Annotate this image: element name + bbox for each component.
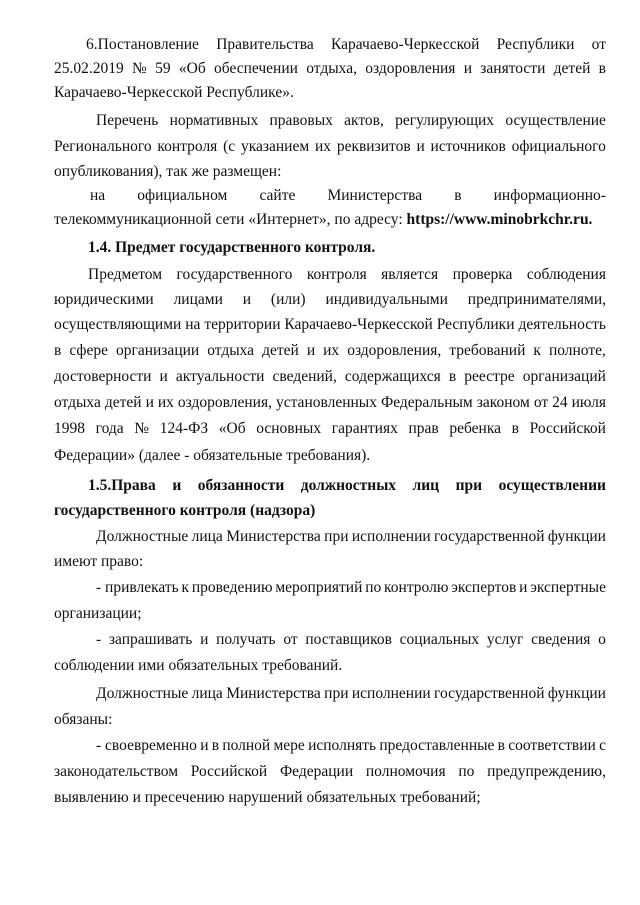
- word: их: [323, 342, 340, 359]
- word: и: [306, 342, 316, 359]
- section-1-5-heading-line2: государственного контроля (надзора): [54, 502, 316, 519]
- word: от: [283, 631, 298, 648]
- word: предоставленные: [379, 737, 495, 754]
- word: 25.02.2019: [54, 60, 124, 77]
- word: к: [181, 579, 190, 596]
- word: прав: [408, 420, 439, 437]
- word: занятости: [480, 60, 546, 77]
- word: при: [324, 528, 349, 545]
- word: сведения: [531, 631, 591, 648]
- right1-line1: [96, 579, 606, 597]
- word: деятельность: [518, 316, 606, 333]
- word: о: [598, 631, 606, 648]
- word: Министерства: [226, 685, 321, 702]
- right2-line2: соблюдении ими обязательных требований.: [54, 657, 343, 674]
- word: запрашивать: [108, 631, 193, 648]
- word: при: [455, 477, 483, 494]
- duties-intro-line2: обязаны:: [54, 711, 113, 728]
- section-1-4-line5: [54, 368, 606, 386]
- word: 124-ФЗ: [159, 420, 209, 437]
- word: отдыха,: [306, 60, 357, 77]
- word: правовых: [269, 112, 333, 129]
- ministry-website-link[interactable]: https://www.minobrkchr.ru.: [406, 211, 593, 228]
- word: Республики: [496, 36, 575, 53]
- list-note-line3: опубликования), так же размещен:: [54, 163, 282, 180]
- word: экспертные: [530, 579, 606, 596]
- word: и: [519, 579, 528, 596]
- word: от: [591, 36, 606, 53]
- right1-line2: организации;: [54, 605, 142, 622]
- section-1-4-line8: Федерации» (далее - обязательные требования).: [54, 447, 371, 464]
- word: полной: [222, 737, 271, 754]
- word: установленных: [275, 394, 377, 411]
- word: по: [365, 579, 382, 596]
- duty1-line1: [96, 737, 606, 755]
- word: официального: [511, 138, 606, 155]
- word: экспертов: [451, 579, 517, 596]
- word: оздоровления,: [177, 394, 272, 411]
- word: нормативных: [169, 112, 259, 129]
- word: мероприятий: [275, 579, 363, 596]
- list-note-line4: [90, 187, 606, 205]
- word: Карачаево-Черкесской: [284, 316, 433, 333]
- list-note-line5-text: телекоммуникационной сети «Интернет», по адресу:: [54, 211, 407, 228]
- word: в: [454, 187, 462, 204]
- word: Регионального: [54, 138, 152, 155]
- word: полномочия: [365, 763, 446, 780]
- word: «Об: [218, 420, 246, 437]
- word: законом: [476, 394, 530, 411]
- word: ребенка: [449, 420, 502, 437]
- word: в: [497, 737, 505, 754]
- word: лица: [191, 528, 223, 545]
- word: 24: [552, 394, 568, 411]
- word: должностных: [300, 477, 397, 494]
- word: Федерации: [279, 763, 354, 780]
- word: актов,: [344, 112, 384, 129]
- word: мере: [273, 737, 305, 754]
- word: в: [448, 368, 457, 385]
- word: получать: [216, 631, 276, 648]
- word: регулирующих: [395, 112, 495, 129]
- word: отдыха: [54, 394, 101, 411]
- word: осуществлении: [498, 477, 606, 494]
- word: к: [533, 342, 541, 359]
- word: года: [95, 420, 124, 437]
- word: оздоровления: [365, 60, 456, 77]
- word: Российской: [529, 420, 606, 437]
- word: в: [54, 342, 62, 359]
- word: Российской: [190, 763, 268, 780]
- section-1-4-line6: [54, 394, 606, 412]
- word: детей: [262, 342, 299, 359]
- word: территории: [204, 316, 281, 333]
- word: в: [598, 60, 606, 77]
- word: их: [157, 394, 174, 411]
- word: реквизитов: [336, 138, 411, 155]
- word: и: [172, 477, 182, 494]
- word: (или): [270, 291, 306, 308]
- word: указанием: [240, 138, 310, 155]
- word: в: [211, 737, 220, 754]
- word: сведений,: [272, 368, 337, 385]
- section-1-5-heading-line1: [88, 477, 606, 495]
- section-1-4-line1: [88, 266, 606, 284]
- word: реестре: [464, 368, 515, 385]
- duty1-line2: [54, 763, 606, 781]
- word: источников: [430, 138, 506, 155]
- word: их: [314, 138, 332, 155]
- word: по: [458, 763, 475, 780]
- word: государственной: [434, 685, 545, 702]
- word: Должностные: [96, 685, 189, 702]
- word: предупреждению,: [487, 763, 606, 780]
- rights-intro-line1: [96, 528, 606, 546]
- section-1-4-line7: [54, 420, 606, 438]
- word: на: [185, 316, 201, 333]
- word: - своевременно: [96, 737, 197, 754]
- word: осуществление: [505, 112, 606, 129]
- word: государственной: [434, 528, 545, 545]
- word: предпринимателями,: [467, 291, 606, 308]
- word: и: [200, 737, 209, 754]
- word: при: [324, 685, 349, 702]
- word: организаций: [522, 368, 606, 385]
- word: является: [381, 266, 439, 283]
- word: контролю: [384, 579, 449, 596]
- word: и: [463, 60, 472, 77]
- word: осуществляющими: [54, 316, 182, 333]
- word: требований: [449, 342, 526, 359]
- word: №: [132, 60, 147, 77]
- word: и: [242, 291, 252, 308]
- word: июля: [571, 394, 606, 411]
- word: достоверности: [54, 368, 152, 385]
- word: 59: [155, 60, 171, 77]
- word: Перечень: [96, 112, 159, 129]
- word: сайте: [259, 187, 296, 204]
- word: лицами: [173, 291, 223, 308]
- word: (с: [223, 138, 236, 155]
- item6-line1: [86, 36, 606, 54]
- word: Республики: [436, 316, 515, 333]
- word: функции: [547, 685, 606, 702]
- word: отдыха: [207, 342, 255, 359]
- word: контроля: [157, 138, 218, 155]
- word: 1.5.Права: [88, 477, 156, 494]
- word: 6.Постановление: [86, 36, 199, 53]
- word: актуальности: [175, 368, 265, 385]
- word: услуг: [486, 631, 524, 648]
- word: «Об: [178, 60, 206, 77]
- word: гарантиях: [331, 420, 398, 437]
- word: Карачаево-Черкесской: [331, 36, 480, 53]
- section-1-4-line2: [54, 291, 606, 309]
- item6-line3: Карачаево-Черкесской Республике».: [54, 84, 294, 101]
- word: функции: [547, 528, 606, 545]
- word: Федеральным: [380, 394, 473, 411]
- word: исполнении: [351, 685, 431, 702]
- word: детей: [553, 60, 591, 77]
- word: проверка: [452, 266, 513, 283]
- word: Правительства: [216, 36, 314, 53]
- word: №: [134, 420, 150, 437]
- list-note-line5: [54, 211, 592, 229]
- word: с: [599, 737, 606, 754]
- word: лица: [191, 685, 223, 702]
- word: поставщиков: [305, 631, 392, 648]
- section-1-4-line4: [54, 342, 606, 360]
- list-note-line1: [96, 112, 606, 130]
- word: соблюдения: [526, 266, 606, 283]
- section-1-4-line3: [54, 316, 606, 334]
- word: - привлекать: [96, 579, 179, 596]
- word: в: [511, 420, 519, 437]
- word: и: [145, 394, 154, 411]
- word: -: [96, 631, 102, 648]
- word: обеспечении: [214, 60, 298, 77]
- list-note-line2: [54, 138, 606, 156]
- right2-line1: [96, 631, 606, 649]
- duties-intro-line1: [96, 685, 606, 703]
- word: соответствии: [508, 737, 596, 754]
- word: юридическими: [54, 291, 154, 308]
- word: содержащихся: [344, 368, 441, 385]
- word: детей: [104, 394, 142, 411]
- word: информационно-: [493, 187, 606, 204]
- word: законодательством: [54, 763, 179, 780]
- word: от: [533, 394, 549, 411]
- word: и: [416, 138, 425, 155]
- word: государственного: [176, 266, 293, 283]
- word: проведению: [191, 579, 273, 596]
- word: лиц: [412, 477, 440, 494]
- word: Министерства: [327, 187, 423, 204]
- word: контроля: [306, 266, 367, 283]
- word: и: [159, 368, 168, 385]
- word: на: [90, 187, 106, 204]
- word: 1998: [54, 420, 85, 437]
- word: сфере: [69, 342, 108, 359]
- word: основных: [256, 420, 322, 437]
- word: Должностные: [96, 528, 189, 545]
- word: полноте,: [548, 342, 606, 359]
- item6-line2: [54, 60, 606, 78]
- rights-intro-line2: имеют право:: [54, 553, 144, 570]
- section-1-4-heading: 1.4. Предмет государственного контроля.: [88, 239, 376, 256]
- word: обязанности: [197, 477, 285, 494]
- word: официальном: [137, 187, 228, 204]
- word: Предметом: [88, 266, 163, 283]
- word: оздоровления,: [347, 342, 442, 359]
- word: индивидуальными: [325, 291, 448, 308]
- word: и: [200, 631, 209, 648]
- word: Министерства: [226, 528, 321, 545]
- duty1-line3: выявлению и пресечению нарушений обязательных требований;: [54, 789, 481, 806]
- word: организации: [115, 342, 200, 359]
- word: социальных: [399, 631, 480, 648]
- word: исполнении: [351, 528, 431, 545]
- word: исполнять: [308, 737, 377, 754]
